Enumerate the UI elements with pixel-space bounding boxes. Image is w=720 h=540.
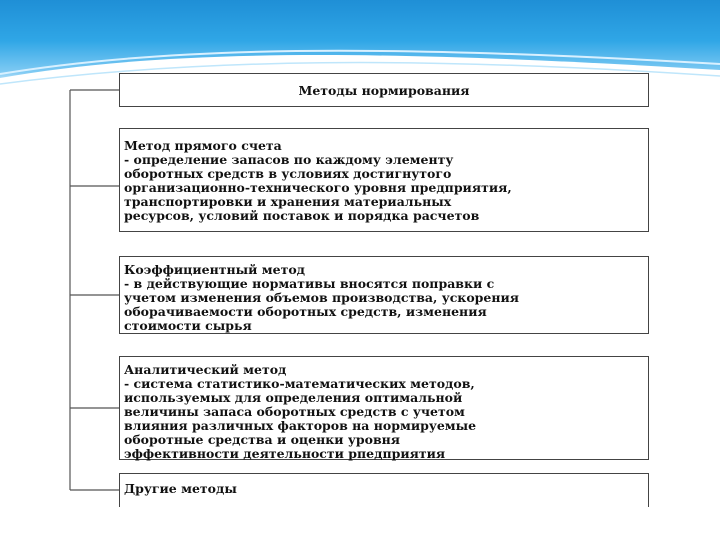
method-node-direct-count (119, 128, 649, 232)
method-title: Коэффициентный метод (124, 262, 306, 277)
method-description: - определение запасов по каждому элементу оборотных средств в условиях достигнутого организационно-технического уровня предприятия, транспортировки и хранения материальных ресурсов, условий поставок и порядка расчетов (124, 152, 512, 223)
root-node-label: Методы нормирования (298, 82, 470, 98)
method-title: Метод прямого счета (124, 138, 282, 153)
method-description: - в действующие нормативы вносятся поправки с учетом изменения объемов производства, ускорения оборачиваемости оборотных средств, изменения стоимости сырья (124, 276, 520, 333)
method-title: Другие методы (124, 481, 237, 496)
method-node-other (119, 473, 649, 507)
method-title: Аналитический метод (124, 362, 287, 377)
root-node-box (119, 73, 649, 107)
method-node-analytical (119, 356, 649, 460)
method-node-coefficient (119, 256, 649, 334)
method-description: - система статистико-математических методов, используемых для определения оптимальной величины запаса оборотных средств с учетом влияния различных факторов на нормируемые оборотные средства и оценки уровня эффективности деятельности рпедприятия (124, 376, 477, 461)
